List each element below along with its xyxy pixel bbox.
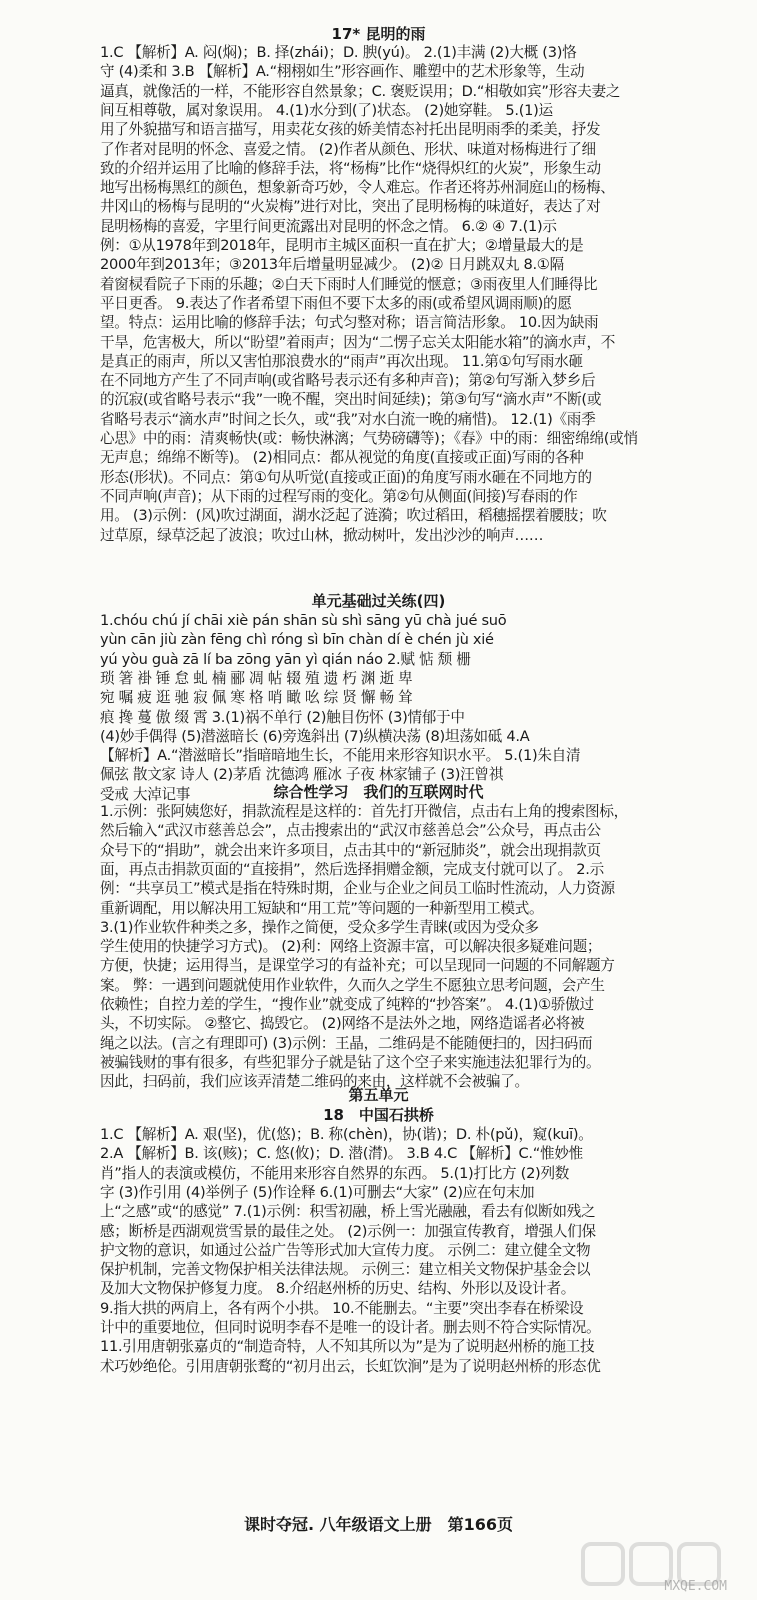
answer-line: 了作者对昆明的怀念、喜爱之情。 (2)作者从颜色、形状、味道对杨梅进行了细 [100, 140, 596, 158]
section-title: 综合性学习 我们的互联网时代 [273, 783, 484, 801]
answer-line: 宛 嘱 疲 逛 驰 寂 佩 寒 格 哨 瞰 吆 综 贤 懈 畅 耸 [100, 689, 413, 707]
answer-line: 例：“共享员工”模式是指在特殊时期，企业与企业之间员工临时性流动，人力资源 [100, 880, 615, 898]
answer-line: 众号下的“捐助”，就会出来许多项目，点击其中的“新冠肺炎”，就会出现捐款页 [100, 841, 601, 859]
answer-line: 感；断桥是西湖观赏雪景的最佳之处。 (2)示例一：加强宣传教育，增强人们保 [100, 1222, 596, 1240]
answer-line: 望。特点：运用比喻的修辞手法；句式匀整对称；语言简洁形象。 10.因为缺雨 [100, 314, 599, 332]
answer-line: 守 (4)柔和 3.B 【解析】A.“栩栩如生”形容画作、雕塑中的艺术形象等，生动 [100, 63, 585, 81]
answer-line: 琐 箸 褂 锤 怠 虬 楠 郦 凋 帖 辍 殖 遗 朽 渊 逝 卑 [100, 669, 413, 687]
answer-line: 11.引用唐朝张嘉贞的“制造奇特，人不知其所以为”是为了说明赵州桥的施工技 [100, 1338, 595, 1356]
answer-line: 术巧妙绝伦。引用唐朝张鹜的“初月出云，长虹饮涧”是为了说明赵州桥的形态优 [100, 1357, 601, 1375]
answer-line: 间互相尊敬，属对象误用。 4.(1)水分到(了)状态。 (2)她穿鞋。 5.(1)运 [100, 101, 553, 119]
answer-line: 过草原，绿草泛起了波浪；吹过山林，掀动树叶，发出沙沙的响声…… [100, 526, 544, 544]
section-title: 单元基础过关练(四) [311, 592, 446, 610]
answer-line: 用。 (3)示例：(风)吹过湖面，湖水泛起了涟漪；吹过稻田，稻穗摇摆着腰肢；吹 [100, 507, 607, 525]
answer-line: 字 (3)作引用 (4)举例子 (5)作诠释 6.(1)可删去“大家” (2)应在句末加 [100, 1183, 535, 1201]
answer-line: 致的介绍并运用了比喻的修辞手法，将“杨梅”比作“烧得炽红的火炭”，形象生动 [100, 159, 601, 177]
answer-line: 计中的重要地位，但同时说明李春不是唯一的设计者。删去则不符合实际情况。 [100, 1319, 601, 1336]
answer-line: 及加大文物保护修复力度。 8.介绍赵州桥的历史、结构、外形以及设计者。 [100, 1280, 576, 1298]
answer-line: 1.C 【解析】A. 艰(坚)，优(悠)；B. 称(chèn)，协(谐)；D. 朴(pǔ)，窥(kuī)。 [100, 1126, 593, 1143]
answer-line: 2.A 【解析】B. 该(赅)；C. 悠(攸)；D. 潜(潸)。 3.B 4.C 【解析】C.“惟妙惟 [100, 1145, 583, 1163]
answer-line: 地写出杨梅黑红的颜色，想象新奇巧妙，令人难忘。作者还将苏州洞庭山的杨梅、 [100, 179, 615, 197]
answer-line: 受戒 大淖记事 [100, 785, 191, 803]
answer-line: 护文物的意识，如通过公益广告等形式加大宣传力度。 示例二：建立健全文物 [100, 1241, 591, 1259]
answer-line: 重新调配，用以解决用工短缺和“用工荒”等问题的一种新型用工模式。 [100, 899, 544, 917]
answer-line: 上“之感”或“的感觉” 7.(1)示例：积雪初融，桥上雪光融融，看去有似断如残之 [100, 1203, 596, 1221]
section-title: 17* 昆明的雨 [331, 25, 426, 43]
answer-line: 逼真，就像活的一样，不能形容自然景象；C. 褒贬误用；D.“相敬如宾”形容夫妻之 [100, 82, 621, 100]
section-title: 18 中国石拱桥 [323, 1106, 434, 1124]
answer-line: 形态(形状)。不同点：第①句从听觉(直接或正面)的角度写雨水砸在不同地方的 [100, 468, 592, 486]
answer-line: 3.(1)作业软件种类之多，操作之简便，受众多学生青睐(或因为受众多 [100, 918, 539, 936]
answer-line: 被骗钱财的事有很多，有些犯罪分子就是钻了这个空子来实施违法犯罪行为的。 [100, 1053, 601, 1071]
answer-line: 1.C 【解析】A. 闷(焖)；B. 择(zhái)；D. 腴(yú)。 2.(1)丰满 (2)大概 (3)恪 [100, 44, 577, 61]
answer-line: 例：①从1978年到2018年，昆明市主城区面积一直在扩大；②增量最大的是 [100, 237, 584, 254]
answer-line: 案。 弊：一遇到问题就使用作业软件，久而久之学生不愿独立思考问题，会产生 [100, 976, 605, 994]
answer-line: 然后输入“武汉市慈善总会”，点击搜索出的“武汉市慈善总会”公众号，再点击公 [100, 822, 601, 840]
answer-line: 在不同地方产生了不同声响(或省略号表示还有多种声音)；第②句写渐入梦乡后 [100, 372, 596, 390]
answer-line: 无声息；绵绵不断等)。 (2)相同点：都从视觉的角度(直接或正面)写雨的各种 [100, 449, 584, 467]
answer-line: yú yòu guà zā lí ba zōng yān yì qián náo 2.赋 惦 颓 栅 [100, 650, 471, 668]
answer-line: 干旱，危害极大，所以“盼望”着雨声；因为“二愣子忘关太阳能水箱”的滴水声，不 [100, 333, 616, 351]
answer-line: 保护机制，完善文物保护相关法律法规。 示例三：建立相关文物保护基金会以 [100, 1261, 591, 1279]
answer-line: 肖”指人的表演或模仿，不能用来形容自然界的东西。 5.(1)打比方 (2)列数 [100, 1164, 570, 1182]
answer-line: 心思》中的雨：清爽畅快(或：畅快淋漓；气势磅礴等)；《春》中的雨：细密绵绵(或悄 [100, 430, 638, 447]
answer-line: 头，不切实际。 ②整它、捣毁它。 (2)网络不是法外之地，网络造谣者必将被 [100, 1015, 585, 1033]
answer-line: 昆明杨梅的喜爱，字里行间更流露出对昆明的怀念之情。 6.② ④ 7.(1)示 [100, 217, 557, 235]
answer-line: 的沉寂(或省略号表示“我”一晚不醒，突出时间延续)；第③句写“滴水声”不断(或 [100, 391, 602, 409]
answer-line: 9.指大拱的两肩上，各有两个小拱。 10.不能删去。“主要”突出李春在桥梁设 [100, 1299, 584, 1317]
answer-line: 痕 搀 蔓 傲 缀 霄 3.(1)祸不单行 (2)触目伤怀 (3)情郁于中 [100, 708, 465, 726]
answer-line: 井冈山的杨梅与昆明的“火炭梅”进行对比，突出了昆明杨梅的味道好，表达了对 [100, 198, 601, 216]
answer-line: 依赖性；自控力差的学生，“搜作业”就变成了纯粹的“抄答案”。 4.(1)①骄傲过 [100, 996, 594, 1013]
answer-line: 佩弦 散文家 诗人 (2)茅盾 沈德鸿 雁冰 子夜 林家铺子 (3)汪曾祺 [100, 766, 504, 784]
answer-line: 2000年到2013年；③2013年后增量明显减少。 (2)② 日月跳双丸 8.①隔 [100, 256, 564, 274]
answer-line: 1.chóu chú jí chāi xiè pán shān sù shì sāng yū chà jué suō [100, 612, 507, 629]
answer-line: 面，再点击捐款页面的“直接捐”，然后选择捐赠金额，完成支付就可以了。 2.示 [100, 860, 604, 878]
page-footer: 课时夺冠. 八年级语文上册 第166页 [243, 1515, 514, 1534]
answer-line: 不同声响(声音)；从下雨的过程写雨的变化。第②句从侧面(间接)写春雨的作 [100, 487, 578, 505]
answer-line: 绳之以法。(言之有理即可) (3)示例：王晶，二维码是不能随便扫的，因扫码而 [100, 1034, 593, 1052]
answer-line: yùn cān jiù zàn fēng chì róng sì bīn chàn dí è chén jù xié [100, 631, 494, 649]
answer-line: 【解析】A.“潜滋暗长”指暗暗地生长，不能用来形容知识水平。 5.(1)朱自清 [100, 747, 581, 765]
section-title: 第五单元 [348, 1086, 409, 1104]
watermark-text: MXQE.COM [664, 1579, 727, 1594]
answer-line: 平日更香。 9.表达了作者希望下雨但不要下太多的雨(或希望风调雨顺)的愿 [100, 294, 572, 312]
answer-line: 是真正的雨声，所以又害怕那浪费水的“雨声”再次出现。 11.第①句写雨水砸 [100, 352, 583, 370]
answer-line: 学生使用的快捷学习方式)。 (2)利：网络上资源丰富，可以解决很多疑难问题； [100, 938, 602, 956]
answer-line: 因此，扫码前，我们应该弄清楚二维码的来由，这样就不会被骗了。 [100, 1073, 529, 1091]
answer-line: (4)妙手偶得 (5)潜滋暗长 (6)旁逸斜出 (7)纵横决荡 (8)坦荡如砥 4.A [100, 727, 530, 745]
answer-line: 用了外貌描写和语言描写，用卖花女孩的娇美情态衬托出昆明雨季的柔美，抒发 [100, 121, 601, 139]
answer-line: 1.示例：张阿姨您好，捐款流程是这样的：首先打开微信，点击右上角的搜索图标， [100, 803, 628, 820]
answer-line: 着窗棂看院子下雨的乐趣；②白天下雨时人们睡觉的惬意；③雨夜里人们睡得比 [100, 275, 598, 293]
answer-line: 方便，快捷；运用得当，是课堂学习的有益补充；可以呈现同一问题的不同解题方 [100, 957, 615, 975]
answer-line: 省略号表示“滴水声”时间之长久，或“我”对水白流一晚的痛惜)。 12.(1)《雨季 [100, 410, 596, 428]
